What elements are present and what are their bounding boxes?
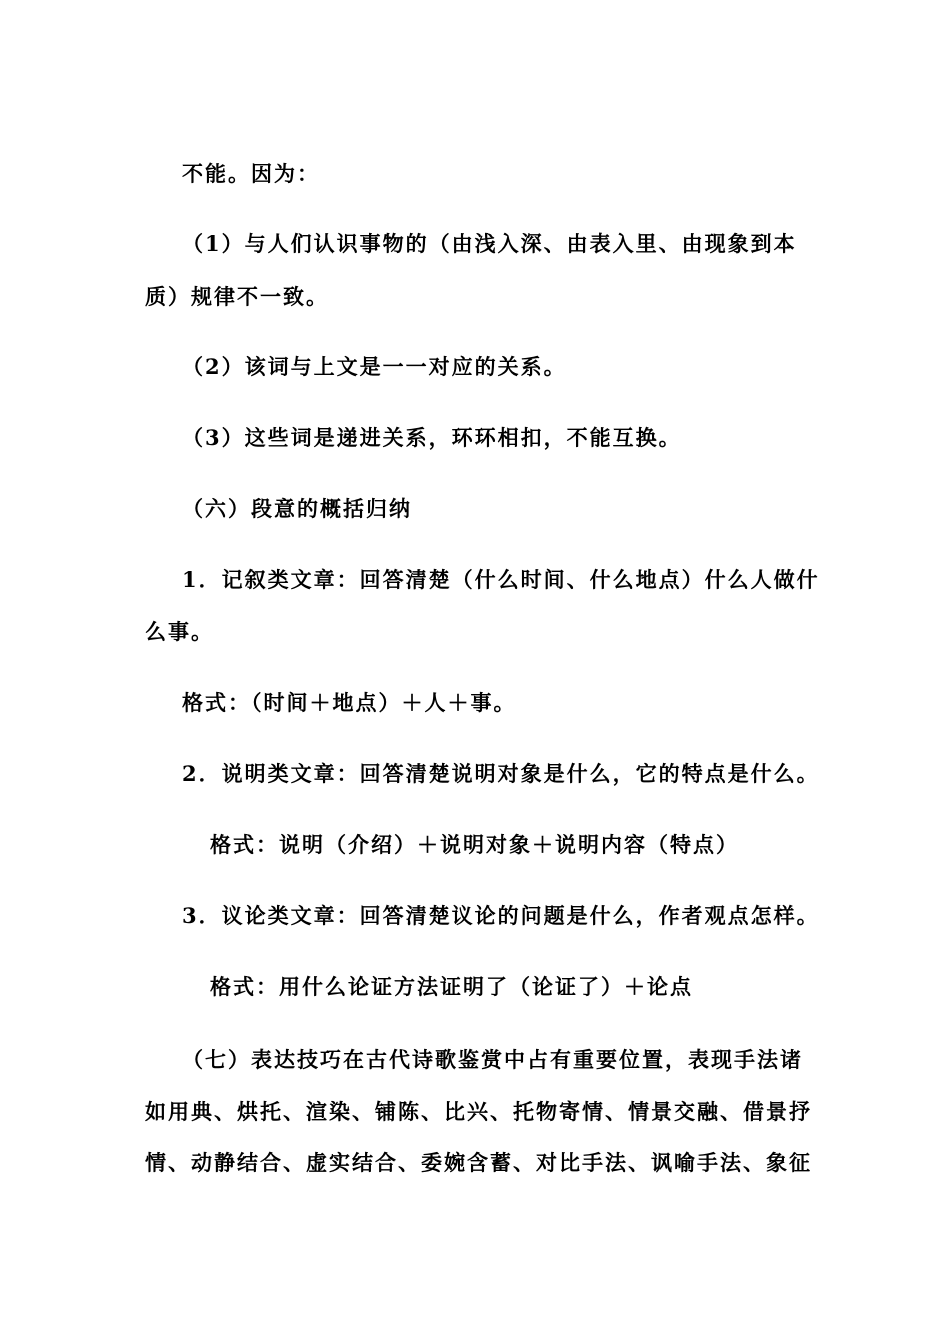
text-line: 1．记叙类文章：回答清楚（什么时间、什么地点）什么人做什 <box>182 567 820 592</box>
section-heading: （七）表达技巧在古代诗歌鉴赏中占有重要位置，表现手法诸 <box>182 1047 803 1072</box>
text-line: 如用典、烘托、渲染、铺陈、比兴、托物寄情、情景交融、借景抒 <box>145 1099 812 1124</box>
text-line: 3．议论类文章：回答清楚议论的问题是什么，作者观点怎样。 <box>182 903 820 928</box>
text-line: 么事。 <box>145 619 214 644</box>
format-line: 格式：（时间＋地点）＋人＋事。 <box>182 690 517 715</box>
text-line: （2）该词与上文是一一对应的关系。 <box>182 354 567 379</box>
text-line: 不能。因为： <box>182 161 320 186</box>
text-line: 质）规律不一致。 <box>145 284 329 309</box>
section-heading: （六）段意的概括归纳 <box>182 496 412 521</box>
text-line: （3）这些词是递进关系，环环相扣，不能互换。 <box>182 425 682 450</box>
text-line: 情、动静结合、虚实结合、委婉含蓄、对比手法、讽喻手法、象征 <box>145 1150 812 1175</box>
text-line: （1）与人们认识事物的（由浅入深、由表入里、由现象到本 <box>182 231 797 256</box>
text-line: 2．说明类文章：回答清楚说明对象是什么，它的特点是什么。 <box>182 761 820 786</box>
format-line: 格式：用什么论证方法证明了（论证了）＋论点 <box>210 974 693 999</box>
format-line: 格式：说明（介绍）＋说明对象＋说明内容（特点） <box>210 832 739 857</box>
